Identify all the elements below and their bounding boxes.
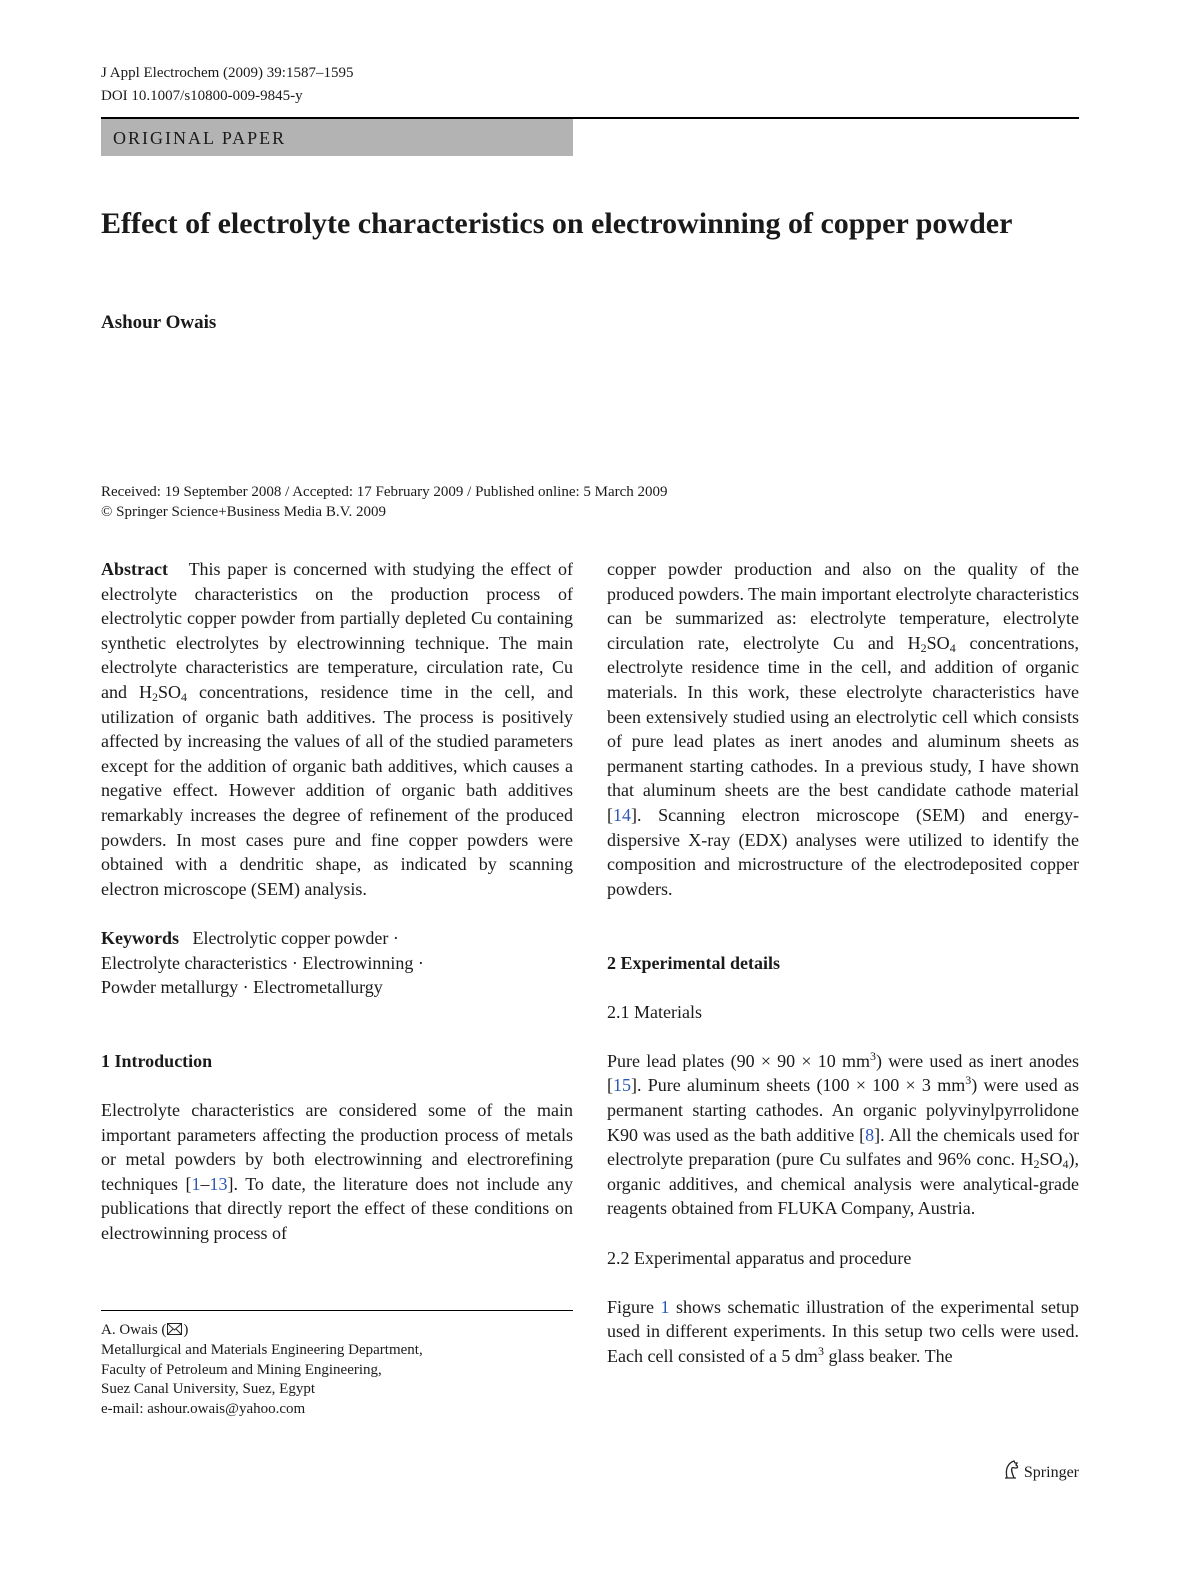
keywords <box>101 926 573 1000</box>
body-text: Pure lead plates (90 × 90 × 10 mm <box>607 1050 870 1071</box>
keyword-line: Powder metallurgy · Electrometallurgy <box>101 977 383 998</box>
envelope-icon <box>167 1323 182 1335</box>
subscript: 2 <box>920 640 927 655</box>
citation-link[interactable]: 13 <box>209 1173 228 1194</box>
introduction-continued <box>607 557 1079 901</box>
body-text: concentrations, electrolyte residence time in the cell, and addition of organic materials. In this work, these electrolyte characteristics have been extensively studied using an electrolytic cell which consists of pure lead plates as inert anodes and aluminum sheets as permanent starting cathodes. In a previous study, I have shown that aluminum sheets are the best candidate cathode material [ <box>607 632 1080 825</box>
footnote-rule <box>101 1310 573 1311</box>
body-text: ) were used as permanent starting cathodes. An organic polyvinylpyrrolidone K90 was used as the bath additive [ <box>607 1075 1079 1145</box>
publisher-mark <box>1002 1459 1079 1486</box>
citation-link[interactable]: 1 <box>191 1173 201 1194</box>
section-heading-introduction: 1 Introduction <box>101 1050 213 1071</box>
affiliation-name: ) <box>183 1322 189 1338</box>
doi-line: DOI 10.1007/s10800-009-9845-y <box>101 88 303 104</box>
subscript: 4 <box>181 689 188 704</box>
citation-link[interactable]: 8 <box>865 1124 875 1145</box>
right-column <box>607 557 1079 1369</box>
body-text: ) were used as inert anodes [ <box>607 1050 1079 1096</box>
body-text: – <box>200 1173 210 1194</box>
body-text: SO <box>926 632 950 653</box>
body-text: SO <box>1039 1149 1063 1170</box>
keyword-line: Electrolyte characteristics · Electrowinning · <box>101 952 424 973</box>
body-text: ]. Scanning electron microscope (SEM) and energy-dispersive X-ray (EDX) analyses were utilized to identify the composition and microstructure of the electrodeposited copper powders. <box>607 804 1079 899</box>
body-text: copper powder production and also on the quality of the produced powders. The main important electrolyte characteristics can be summarized as: electrolyte temperature, electrolyte circulation rate, electrolyte Cu and H <box>607 559 1079 653</box>
publication-dates: Received: 19 September 2008 / Accepted: 17 February 2009 / Published online: 5 March 2009 <box>101 484 668 500</box>
springer-horse-icon <box>1002 1459 1020 1486</box>
publisher-name: Springer <box>1023 1463 1079 1481</box>
abstract <box>101 557 573 901</box>
copyright-line: © Springer Science+Business Media B.V. 2009 <box>101 504 386 520</box>
affiliation-name: A. Owais ( <box>101 1322 167 1338</box>
subscript: 2 <box>152 689 159 704</box>
left-column <box>101 557 573 1246</box>
subscript: 4 <box>1062 1157 1069 1172</box>
subscript: 4 <box>949 640 956 655</box>
body-text: Figure <box>607 1296 661 1317</box>
article-type-label: ORIGINAL PAPER <box>113 128 287 148</box>
citation-link[interactable]: 15 <box>613 1075 631 1096</box>
subscript: 2 <box>1033 1157 1040 1172</box>
journal-citation: J Appl Electrochem (2009) 39:1587–1595 <box>101 65 354 81</box>
materials-text <box>607 1049 1079 1221</box>
superscript: 3 <box>817 1344 824 1358</box>
body-text: ]. To date, the literature does not include any publications that directly report the effect of these conditions on electrowinning process of <box>101 1173 573 1244</box>
body-text: ), organic additives, and chemical analysis were analytical-grade reagents obtained from FLUKA Company, Austria. <box>607 1149 1079 1219</box>
body-text: ]. All the chemicals used for electrolyte preparation (pure Cu sulfates and 96% conc. H <box>607 1124 1080 1170</box>
citation-link[interactable]: 14 <box>613 804 631 825</box>
section-heading-experimental: 2 Experimental details <box>607 952 780 973</box>
abstract-label: Abstract <box>101 559 168 579</box>
introduction-text <box>101 1098 573 1246</box>
paper-title: Effect of electrolyte characteristics on electrowinning of copper powder <box>101 207 1013 240</box>
subsection-heading-materials: 2.1 Materials <box>607 1001 702 1022</box>
body-text: glass beaker. The <box>823 1346 953 1366</box>
keyword-line: Electrolytic copper powder · <box>192 927 399 948</box>
keywords-label: Keywords <box>101 927 179 948</box>
body-text: Electrolyte characteristics are considered some of the main important parameters affecting the production process of metals or metal powders by both electrowinning and electrorefining techniques [ <box>101 1100 573 1194</box>
affiliation-faculty: Faculty of Petroleum and Mining Engineering, <box>101 1361 382 1378</box>
superscript: 3 <box>965 1073 972 1088</box>
body-text: ]. Pure aluminum sheets (100 × 100 × 3 mm <box>631 1075 966 1096</box>
abstract-text: This paper is concerned with studying the effect of electrolyte characteristics on the production process of electrolytic copper powder from partially depleted Cu containing synthetic electrolytes by electrowinning technique. The main electrolyte characteristics are temperature, circulation rate, Cu and H <box>101 559 573 702</box>
subsection-heading-apparatus: 2.2 Experimental apparatus and procedure <box>607 1247 912 1268</box>
affiliation-university: Suez Canal University, Suez, Egypt <box>101 1381 315 1398</box>
author-affiliation <box>101 1321 423 1420</box>
figure-link[interactable]: 1 <box>660 1296 670 1317</box>
affiliation-email[interactable]: e-mail: ashour.owais@yahoo.com <box>101 1401 306 1418</box>
affiliation-department: Metallurgical and Materials Engineering Department, <box>101 1341 423 1358</box>
superscript: 3 <box>869 1048 876 1063</box>
body-text: shows schematic illustration of the experimental setup used in different experiments. In this setup two cells were used. Each cell consisted of a 5 dm <box>607 1296 1079 1366</box>
abstract-text: concentrations, residence time in the cell, and utilization of organic bath additives. The process is positively affected by increasing the values of all of the studied parameters except for the addition of organic bath additives, which causes a negative effect. However addition of organic bath additives remarkably increases the degree of refinement of the produced powders. In most cases pure and fine copper powders were obtained with a dendritic shape, as indicated by scanning electron microscope (SEM) analysis. <box>101 681 573 899</box>
apparatus-text <box>607 1295 1079 1369</box>
abstract-text: SO <box>158 681 182 702</box>
author-name: Ashour Owais <box>101 312 217 333</box>
